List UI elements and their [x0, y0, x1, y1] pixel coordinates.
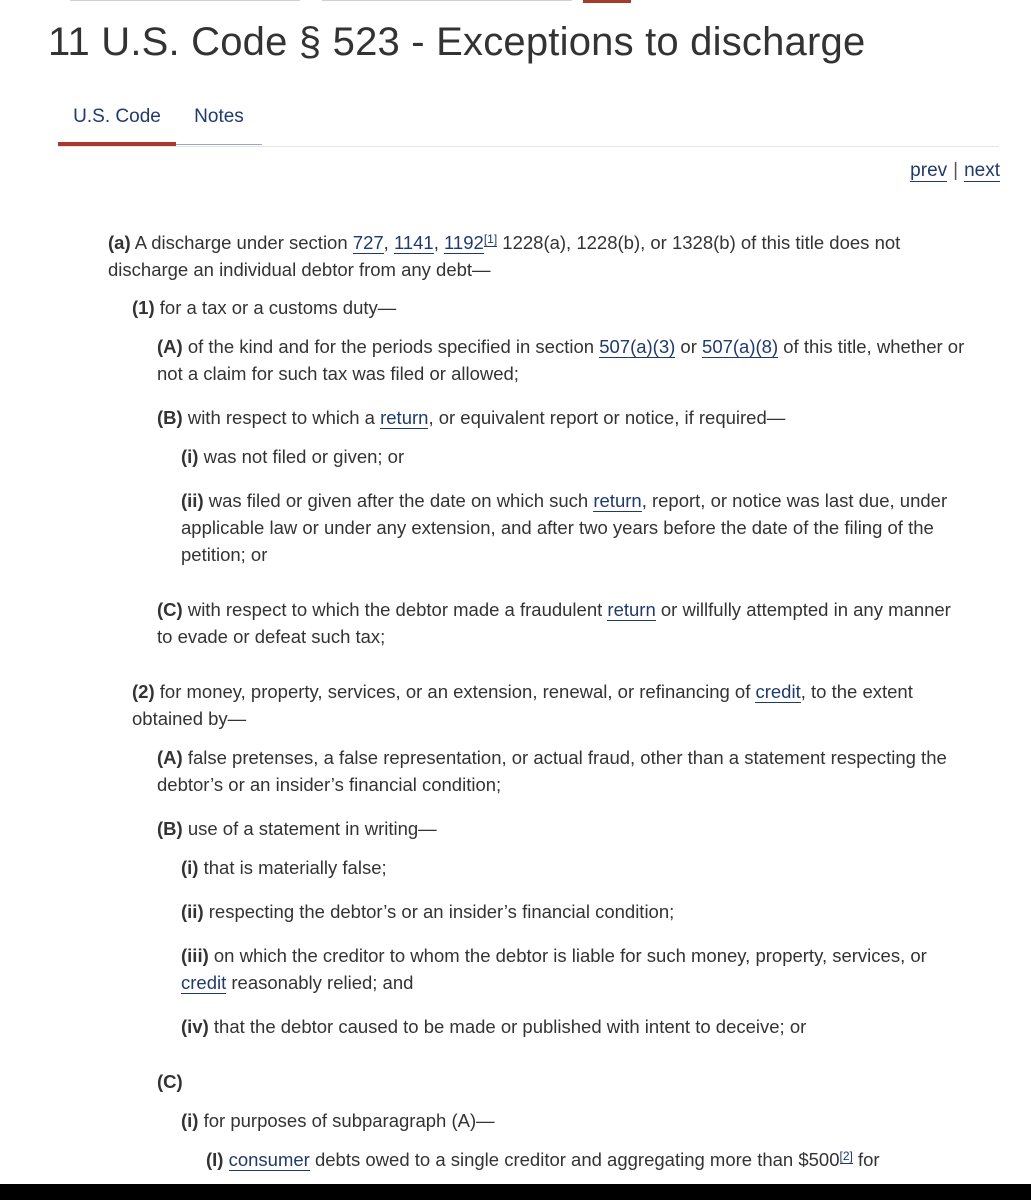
section-pager — [910, 160, 1000, 182]
paragraph-1 — [132, 294, 968, 321]
statute-text-run: that is materially false; — [198, 857, 387, 878]
statute-text-run: for money, property, services, or an extension, renewal, or refinancing of — [154, 681, 756, 702]
statute-text-run: with respect to which the debtor made a fraudulent — [182, 599, 608, 620]
screen-bottom-edge — [0, 1184, 1031, 1200]
subparagraph-2B — [157, 815, 968, 842]
statute-text-run: for — [852, 1149, 880, 1170]
clause-2B-iii — [181, 942, 968, 996]
clause-label: (ii) — [181, 901, 204, 922]
clause-2B-iv — [181, 1013, 968, 1040]
clause-1B-ii — [181, 487, 968, 568]
statute-text-run: respecting the debtor’s or an insider’s financial condition; — [203, 901, 675, 922]
statute-text-run: was not filed or given; or — [198, 446, 405, 467]
tab-notes[interactable]: Notes — [176, 100, 262, 145]
statute-text-run: , report, or notice was last due, under applicable law or under any extension, and after two years before the date of the filing of the petition; or — [181, 490, 948, 565]
definition-credit-link[interactable]: credit — [755, 681, 801, 702]
subparagraph-label: (C) — [157, 1071, 183, 1092]
definition-return-link[interactable]: return — [607, 599, 656, 620]
top-nav-divider — [322, 0, 572, 1]
clause-label: (ii) — [181, 490, 204, 511]
definition-consumer-link[interactable]: consumer — [228, 1149, 310, 1170]
statute-text-run: false pretenses, a false representation, or actual fraud, other than a statement respecting the debtor’s or an insider’s financial condition; — [157, 747, 947, 795]
statute-text-run: A discharge under section — [130, 232, 353, 253]
tab-bar — [58, 100, 999, 147]
next-link[interactable]: next — [964, 160, 1000, 181]
top-nav-divider — [70, 0, 300, 1]
clause-label: (i) — [181, 1110, 199, 1131]
footnote-1-link[interactable]: [1] — [483, 232, 498, 246]
statute-text — [108, 229, 968, 1173]
clause-2C-i — [181, 1107, 968, 1134]
section-1141-link[interactable]: 1141 — [393, 232, 434, 253]
statute-text-run: or — [675, 336, 703, 357]
statute-text-run: that the debtor caused to be made or published with intent to deceive; or — [208, 1016, 807, 1037]
subparagraph-1C — [157, 596, 968, 650]
statute-text-run: with respect to which a — [182, 407, 381, 428]
clause-2B-i — [181, 854, 968, 881]
subclause-2C-i-I — [206, 1146, 968, 1173]
clause-label: (iv) — [181, 1016, 209, 1037]
prev-link[interactable]: prev — [910, 160, 948, 181]
subparagraph-label: (B) — [157, 818, 183, 839]
paragraph-2 — [132, 678, 968, 732]
definition-return-link[interactable]: return — [380, 407, 429, 428]
clause-label: (i) — [181, 446, 199, 467]
statute-text-run: of this title, whether or not a claim for such tax was filed or allowed; — [157, 336, 965, 384]
statute-text-run: of the kind and for the periods specified in section — [182, 336, 600, 357]
footnote-marker — [840, 1149, 853, 1164]
subparagraph-label: (A) — [157, 747, 183, 768]
statute-text-run: reasonably relied; and — [226, 972, 414, 993]
statute-text-run: , or equivalent report or notice, if required— — [428, 407, 786, 428]
statute-text-run: , — [383, 232, 394, 253]
paragraph-label: (1) — [132, 297, 155, 318]
clause-2B-ii — [181, 898, 968, 925]
statute-text-run: 1228(a), 1228(b), or 1328(b) of this title does not discharge an individual debtor from any debt— — [108, 232, 901, 280]
statute-text-run: or willfully attempted in any manner to evade or defeat such tax; — [157, 599, 951, 647]
section-507a3-link[interactable]: 507(a)(3) — [599, 336, 676, 357]
section-507a8-link[interactable]: 507(a)(8) — [702, 336, 779, 357]
top-nav-accent — [583, 0, 631, 3]
statute-text-run: for a tax or a customs duty— — [154, 297, 397, 318]
top-nav-remnant — [0, 0, 1031, 3]
statute-text-run: for purposes of subparagraph (A)— — [198, 1110, 495, 1131]
subparagraph-label: (A) — [157, 336, 183, 357]
subsection-label: (a) — [108, 232, 131, 253]
footnote-marker — [484, 232, 497, 247]
section-727-link[interactable]: 727 — [352, 232, 384, 253]
clause-label: (i) — [181, 857, 199, 878]
subsection-a — [108, 229, 968, 283]
subclause-label: (I) — [206, 1149, 224, 1170]
subparagraph-label: (C) — [157, 599, 183, 620]
subparagraph-label: (B) — [157, 407, 183, 428]
subparagraph-1B — [157, 404, 968, 431]
clause-label: (iii) — [181, 945, 209, 966]
tab-us-code[interactable]: U.S. Code — [58, 100, 176, 146]
statute-text-run: , — [433, 232, 445, 253]
subparagraph-2A — [157, 744, 968, 798]
definition-return-link[interactable]: return — [593, 490, 642, 511]
page-title: 11 U.S. Code § 523 - Exceptions to discharge — [48, 20, 866, 64]
statute-text-run: use of a statement in writing— — [182, 818, 437, 839]
clause-1B-i — [181, 443, 968, 470]
subparagraph-2C — [157, 1068, 968, 1095]
subparagraph-1A — [157, 333, 968, 387]
definition-credit-link[interactable]: credit — [181, 972, 227, 993]
statute-text-run: was filed or given after the date on which such — [203, 490, 594, 511]
statute-text-run: on which the creditor to whom the debtor is liable for such money, property, services, or — [208, 945, 927, 966]
footnote-2-link[interactable]: [2] — [839, 1149, 853, 1163]
section-1192-link[interactable]: 1192 — [444, 232, 484, 253]
paragraph-label: (2) — [132, 681, 155, 702]
pager-separator: | — [953, 160, 959, 181]
statute-text-run: debts owed to a single creditor and aggregating more than $500 — [309, 1149, 840, 1170]
statute-text-run: , to the extent obtained by— — [132, 681, 913, 729]
